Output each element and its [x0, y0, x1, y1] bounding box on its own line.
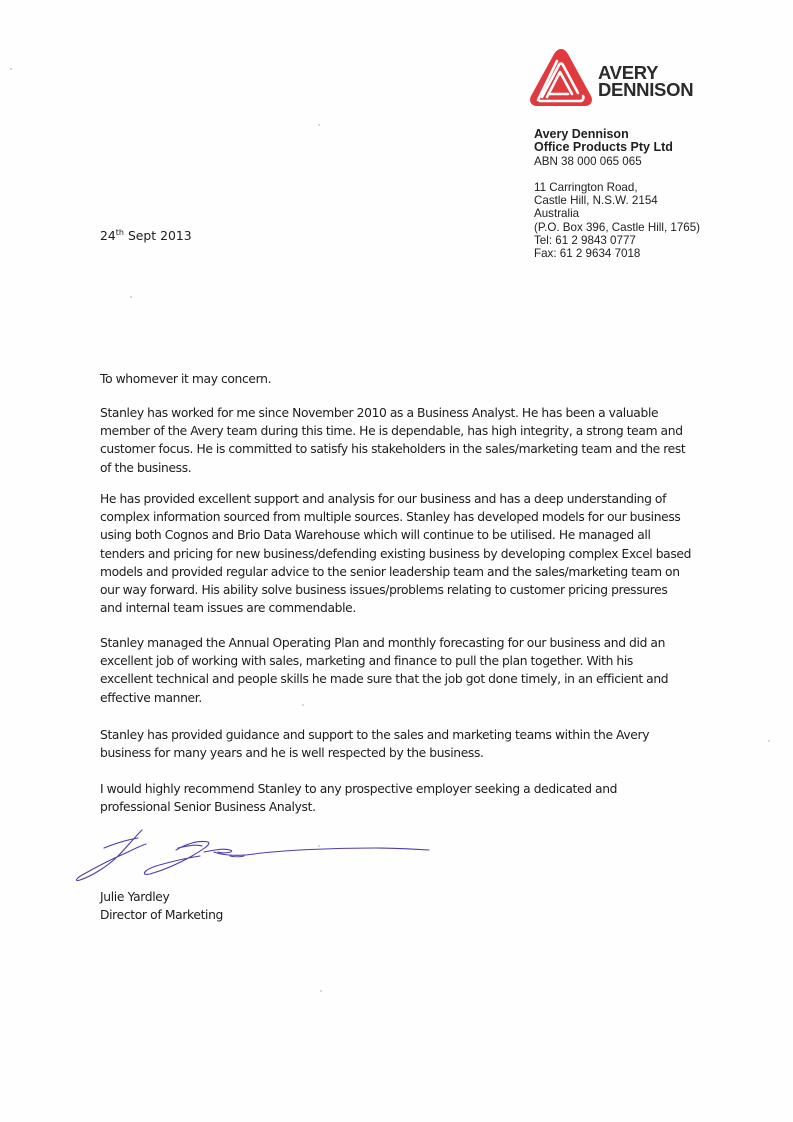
- paragraph-line: excellent job of working with sales, marketing and finance to pull the plan together. With his: [100, 654, 633, 669]
- company-logo: [528, 47, 718, 111]
- paragraph-1: [100, 404, 685, 477]
- salutation-text: To whomever it may concern.: [100, 372, 272, 386]
- scan-speck: [302, 704, 304, 706]
- paragraph-line: Stanley has provided guidance and support to the sales and marketing teams within the Avery: [100, 728, 650, 742]
- paragraph-line: He has provided excellent support and analysis for our business and has a deep understanding of: [100, 492, 667, 506]
- paragraph-3: [100, 634, 668, 707]
- scan-speck: [10, 68, 12, 70]
- paragraph-line: complex information sourced from multiple sources. Stanley has developed models for our business: [100, 510, 681, 525]
- salutation: [100, 370, 271, 388]
- signer-title: Director of Marketing: [100, 908, 224, 923]
- paragraph-line: Stanley managed the Annual Operating Plan and monthly forecasting for our business and did an: [100, 636, 666, 650]
- scan-speck: [320, 990, 322, 992]
- avery-dennison-triangle-logo-icon: [528, 47, 594, 109]
- telephone: Tel: 61 2 9843 0777: [534, 234, 636, 248]
- paragraph-line: business for many years and he is well respected by the business.: [100, 746, 484, 761]
- paragraph-line: our way forward. His ability solve business issues/problems relating to customer pricing pressures: [100, 583, 668, 598]
- letter-date: [100, 228, 192, 243]
- scan-speck: [318, 845, 320, 847]
- date-day: 24: [100, 228, 116, 243]
- paragraph-line: customer focus. He is committed to satisfy his stakeholders in the sales/marketing team and the rest: [100, 442, 686, 457]
- handwritten-signature: [74, 826, 434, 884]
- paragraph-2: [100, 490, 691, 617]
- paragraph-line: effective manner.: [100, 690, 202, 705]
- scan-speck: [130, 296, 132, 298]
- paragraph-line: Stanley has worked for me since November 2010 as a Business Analyst. He has been a valuable: [100, 406, 659, 420]
- scan-speck: [768, 740, 770, 742]
- abn: ABN 38 000 065 065: [534, 154, 642, 168]
- paragraph-5: [100, 780, 617, 816]
- signer-name: Julie Yardley: [100, 890, 170, 904]
- address-city: Castle Hill, N.S.W. 2154: [534, 194, 658, 208]
- paragraph-line: tenders and pricing for new business/defending existing business by developing complex Excel based: [100, 546, 692, 561]
- paragraph-line: of the business.: [100, 460, 192, 475]
- paragraph-line: excellent technical and people skills he made sure that the job got done timely, in an efficient and: [100, 672, 669, 687]
- scan-speck: [318, 124, 320, 126]
- fax: Fax: 61 2 9634 7018: [534, 247, 641, 261]
- paragraph-line: and internal team issues are commendable.: [100, 601, 356, 616]
- logo-line-1: AVERY: [598, 62, 659, 83]
- date-suffix: th: [115, 228, 124, 237]
- paragraph-line: professional Senior Business Analyst.: [100, 800, 316, 815]
- address-country: Australia: [534, 207, 580, 221]
- company-division: Office Products Pty Ltd: [534, 140, 673, 155]
- logo-wordmark: [598, 64, 693, 98]
- paragraph-line: member of the Avery team during this time. He is dependable, has high integrity, a strong team and: [100, 424, 683, 439]
- address-street: 11 Carrington Road,: [534, 180, 638, 194]
- signer-block: [100, 888, 223, 924]
- letterhead-address: [534, 128, 700, 261]
- paragraph-line: I would highly recommend Stanley to any prospective employer seeking a dedicated and: [100, 782, 618, 796]
- paragraph-line: models and provided regular advice to the senior leadership team and the sales/marketing team on: [100, 564, 680, 579]
- date-month-year: Sept 2013: [124, 228, 192, 243]
- logo-line-2: DENNISON: [598, 79, 694, 100]
- paragraph-line: using both Cognos and Brio Data Warehouse which will continue to be utilised. He managed all: [100, 528, 651, 543]
- company-name: Avery Dennison: [534, 127, 629, 141]
- paragraph-4: [100, 726, 649, 762]
- po-box: (P.O. Box 396, Castle Hill, 1765): [534, 220, 701, 234]
